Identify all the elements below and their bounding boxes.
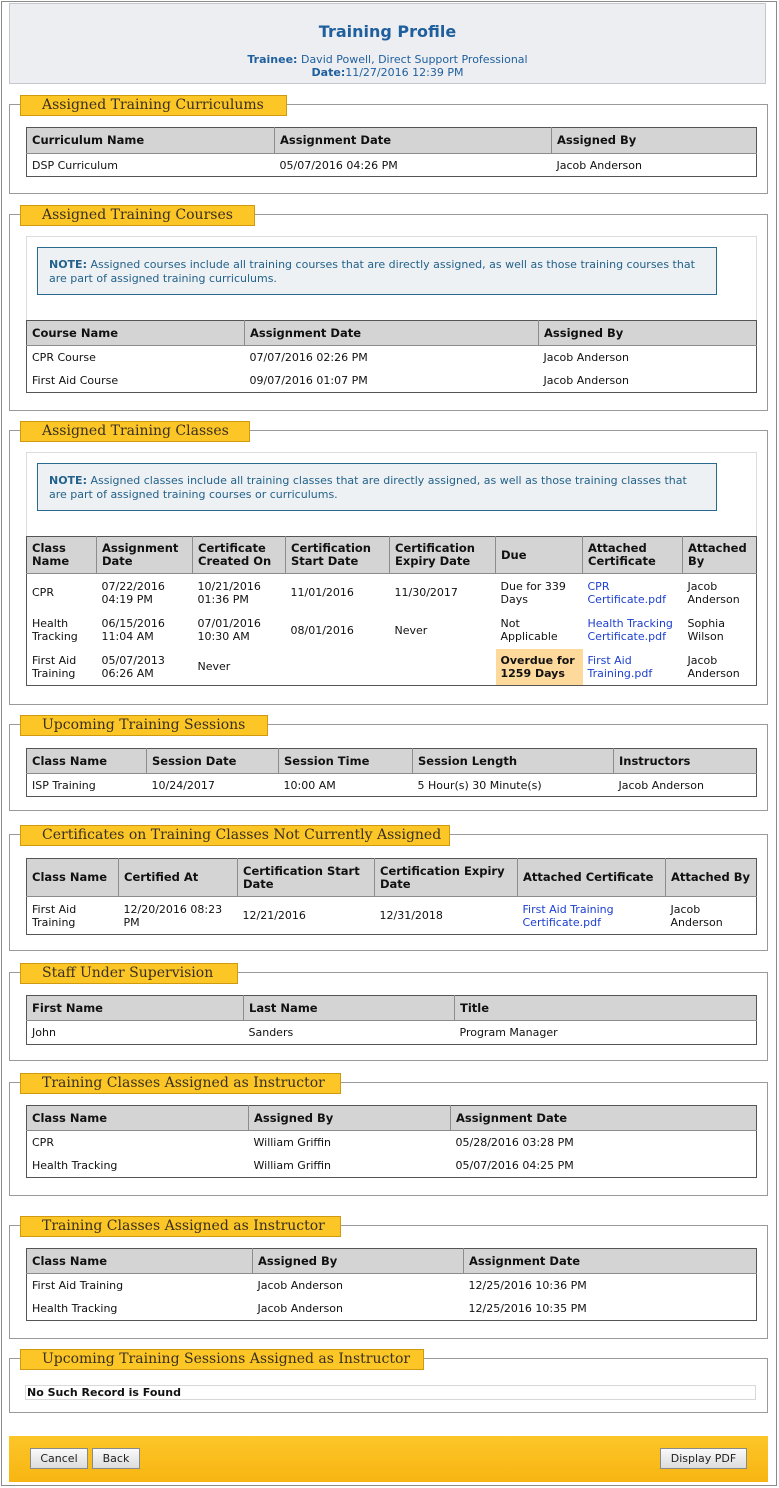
column-header[interactable]: Assigned By	[249, 1106, 451, 1131]
column-header[interactable]: Instructors	[614, 749, 757, 774]
cell: 10/21/2016 01:36 PM	[197, 579, 261, 606]
table-row	[27, 369, 757, 393]
staff-table	[26, 995, 757, 1045]
curriculums-table	[26, 127, 757, 177]
table-row	[27, 1021, 757, 1045]
courses-table	[26, 320, 757, 393]
due-cell: Due for 339 Days	[500, 579, 566, 606]
column-header[interactable]: Certified At	[119, 859, 238, 897]
table-row	[27, 897, 757, 935]
cell: 05/07/2013 06:26 AM	[101, 653, 165, 680]
cell: Jacob Anderson	[543, 350, 629, 364]
section-title: Training Classes Assigned as Instructor	[20, 1073, 341, 1094]
overdue-cell: Overdue for 1259 Days	[496, 649, 583, 686]
cell: 12/21/2016	[242, 909, 306, 922]
cell	[390, 649, 496, 686]
column-header[interactable]: Attached By	[666, 859, 757, 897]
cell: Never	[394, 623, 428, 637]
certificates-table	[26, 858, 757, 935]
cell: CPR Course	[32, 350, 96, 364]
note-container	[26, 452, 757, 536]
cell: Sophia Wilson	[687, 617, 725, 643]
column-header[interactable]: Class Name	[27, 1249, 253, 1274]
table-row	[27, 574, 757, 612]
column-header[interactable]: Course Name	[27, 321, 245, 346]
certificate-cell	[583, 574, 683, 612]
trainee-line	[10, 53, 765, 66]
table-row	[27, 1297, 757, 1321]
cell: First Aid Course	[32, 373, 119, 387]
table-row	[27, 774, 757, 797]
column-header[interactable]: Attached Certificate	[518, 859, 666, 897]
cell: Health Tracking	[32, 1158, 118, 1172]
cell: First Aid Training	[32, 1278, 124, 1292]
column-header[interactable]: Class Name	[27, 1106, 249, 1131]
cell: 10/24/2017	[151, 778, 215, 792]
cell: 05/28/2016 03:28 PM	[455, 1135, 574, 1149]
cell: DSP Curriculum	[32, 158, 118, 172]
column-header[interactable]: Due	[496, 537, 583, 574]
column-header[interactable]: Class Name	[27, 537, 97, 574]
section-title: Assigned Training Classes	[20, 421, 250, 442]
column-header[interactable]: Assigned By	[253, 1249, 464, 1274]
display-pdf-button[interactable]: Display PDF	[660, 1448, 747, 1469]
cell: CPR	[32, 586, 54, 600]
table-row	[27, 649, 757, 686]
profile-header	[9, 3, 766, 84]
section-courses	[9, 207, 768, 411]
certificate-cell	[583, 612, 683, 649]
column-header[interactable]: Assignment Date	[245, 321, 539, 346]
column-header[interactable]: First Name	[27, 996, 244, 1021]
cancel-button[interactable]: Cancel	[30, 1448, 88, 1469]
column-header[interactable]: Attached By	[683, 537, 757, 574]
column-header[interactable]: Last Name	[244, 996, 455, 1021]
column-header[interactable]: Certification Start Date	[238, 859, 375, 897]
cell: 12/25/2016 10:36 PM	[468, 1278, 587, 1292]
table-row	[27, 1154, 757, 1178]
section-instructor-classes	[9, 1075, 768, 1196]
note-text: Assigned courses include all training courses that are directly assigned, as well as those training courses that are part of assigned training curriculums.	[49, 258, 695, 285]
column-header[interactable]: Assignment Date	[275, 128, 552, 154]
column-header[interactable]: Class Name	[27, 859, 119, 897]
cell: Jacob Anderson	[687, 579, 740, 606]
sessions-table	[26, 748, 757, 797]
cell: Health Tracking	[32, 1301, 118, 1315]
instructor-classes-table	[26, 1105, 757, 1178]
cell: Jacob Anderson	[670, 902, 723, 929]
certificate-cell	[518, 897, 666, 935]
cell: 09/07/2016 01:07 PM	[249, 373, 368, 387]
certificate-cell	[583, 649, 683, 686]
cell: Program Manager	[459, 1026, 558, 1039]
date-value: 11/27/2016 12:39 PM	[345, 66, 464, 79]
cell: Sanders	[248, 1026, 294, 1039]
certificate-link[interactable]: Health Tracking Certificate.pdf	[587, 617, 673, 643]
section-upcoming-sessions	[9, 717, 768, 811]
trainee-value: David Powell, Direct Support Professional	[300, 53, 528, 66]
cell: 12/20/2016 08:23 PM	[123, 902, 223, 929]
cell: 11/30/2017	[394, 586, 458, 600]
cell: 07/22/2016 04:19 PM	[101, 579, 165, 606]
due-cell: Not Applicable	[500, 617, 558, 643]
section-certificates	[9, 827, 768, 951]
section-title: Staff Under Supervision	[20, 963, 238, 984]
date-label: Date:	[311, 66, 346, 79]
table-row	[27, 1131, 757, 1154]
empty-message: No Such Record is Found	[25, 1385, 756, 1400]
cell: CPR	[32, 1135, 54, 1149]
footer-bar	[9, 1436, 768, 1482]
cell: William Griffin	[253, 1135, 332, 1149]
column-header[interactable]: Assigned By	[539, 321, 757, 346]
cell: William Griffin	[253, 1158, 332, 1172]
courses-note	[37, 247, 717, 295]
column-header[interactable]: Certification Expiry Date	[390, 537, 496, 574]
cell: Jacob Anderson	[257, 1278, 343, 1292]
column-header[interactable]: Title	[455, 996, 757, 1021]
column-header[interactable]: Attached Certificate	[583, 537, 683, 574]
column-header[interactable]: Certification Expiry Date	[375, 859, 518, 897]
cell: First Aid Training	[32, 653, 77, 680]
table-row	[27, 612, 757, 649]
table-row	[27, 1274, 757, 1297]
instructor-classes-table	[26, 1248, 757, 1321]
section-title: Assigned Training Courses	[20, 205, 255, 226]
cell: 11/01/2016	[290, 586, 354, 600]
column-header[interactable]: Assignment Date	[464, 1249, 757, 1274]
section-title: Upcoming Training Sessions	[20, 715, 268, 736]
cell: Jacob Anderson	[687, 653, 740, 680]
cell: Jacob Anderson	[618, 778, 704, 792]
cell: 06/15/2016 11:04 AM	[101, 617, 165, 643]
note-text: Assigned classes include all training classes that are directly assigned, as well as those training classes that are part of assigned training courses or curriculums.	[49, 474, 687, 501]
cell: 12/31/2018	[379, 909, 443, 922]
cell: 5 Hour(s) 30 Minute(s)	[417, 778, 542, 792]
section-classes	[9, 423, 768, 705]
column-header[interactable]: Assignment Date	[97, 537, 193, 574]
section-instructor-sessions	[9, 1351, 768, 1413]
cell: Jacob Anderson	[543, 373, 629, 387]
note-container	[26, 236, 757, 320]
column-header[interactable]: Session Length	[413, 749, 614, 774]
section-staff	[9, 965, 768, 1061]
cell: Health Tracking	[32, 617, 78, 643]
column-header[interactable]: Certificate Created On	[193, 537, 286, 574]
note-label: NOTE:	[49, 258, 87, 271]
cell: First Aid Training	[32, 902, 77, 929]
certificate-link[interactable]: First Aid Training Certificate.pdf	[522, 902, 614, 929]
section-title: Upcoming Training Sessions Assigned as Instructor	[20, 1349, 424, 1370]
cell: 05/07/2016 04:26 PM	[279, 158, 398, 172]
table-row	[27, 154, 757, 177]
back-button[interactable]: Back	[92, 1448, 140, 1469]
cell: 05/07/2016 04:25 PM	[455, 1158, 574, 1172]
certificate-link[interactable]: CPR Certificate.pdf	[587, 579, 666, 606]
section-instructor-classes	[9, 1218, 768, 1339]
cell: Jacob Anderson	[257, 1301, 343, 1315]
cell: John	[32, 1026, 56, 1039]
column-header[interactable]: Curriculum Name	[27, 128, 275, 154]
cell: 10:00 AM	[283, 778, 336, 792]
trainee-label: Trainee:	[247, 53, 298, 66]
cell	[286, 649, 390, 686]
column-header[interactable]: Certification Start Date	[286, 537, 390, 574]
date-line	[10, 66, 765, 79]
column-header[interactable]: Session Time	[279, 749, 413, 774]
column-header[interactable]: Class Name	[27, 749, 147, 774]
cell: ISP Training	[32, 778, 96, 792]
cell: 07/07/2016 02:26 PM	[249, 350, 368, 364]
section-curriculums	[9, 97, 768, 194]
cell: 08/01/2016	[290, 623, 354, 637]
classes-table	[26, 536, 757, 686]
cell: Jacob Anderson	[556, 158, 642, 172]
classes-note	[37, 463, 717, 511]
column-header[interactable]: Assignment Date	[451, 1106, 757, 1131]
column-header[interactable]: Session Date	[147, 749, 279, 774]
section-title: Assigned Training Curriculums	[20, 95, 287, 116]
certificate-link[interactable]: First Aid Training.pdf	[587, 653, 653, 680]
cell: 12/25/2016 10:35 PM	[468, 1301, 587, 1315]
cell: 07/01/2016 10:30 AM	[197, 617, 261, 643]
note-label: NOTE:	[49, 474, 87, 487]
table-row	[27, 346, 757, 369]
cell: Never	[197, 660, 231, 674]
column-header[interactable]: Assigned By	[552, 128, 757, 154]
section-title: Certificates on Training Classes Not Currently Assigned	[20, 825, 450, 846]
page-title: Training Profile	[318, 22, 457, 41]
section-title: Training Classes Assigned as Instructor	[20, 1216, 341, 1237]
